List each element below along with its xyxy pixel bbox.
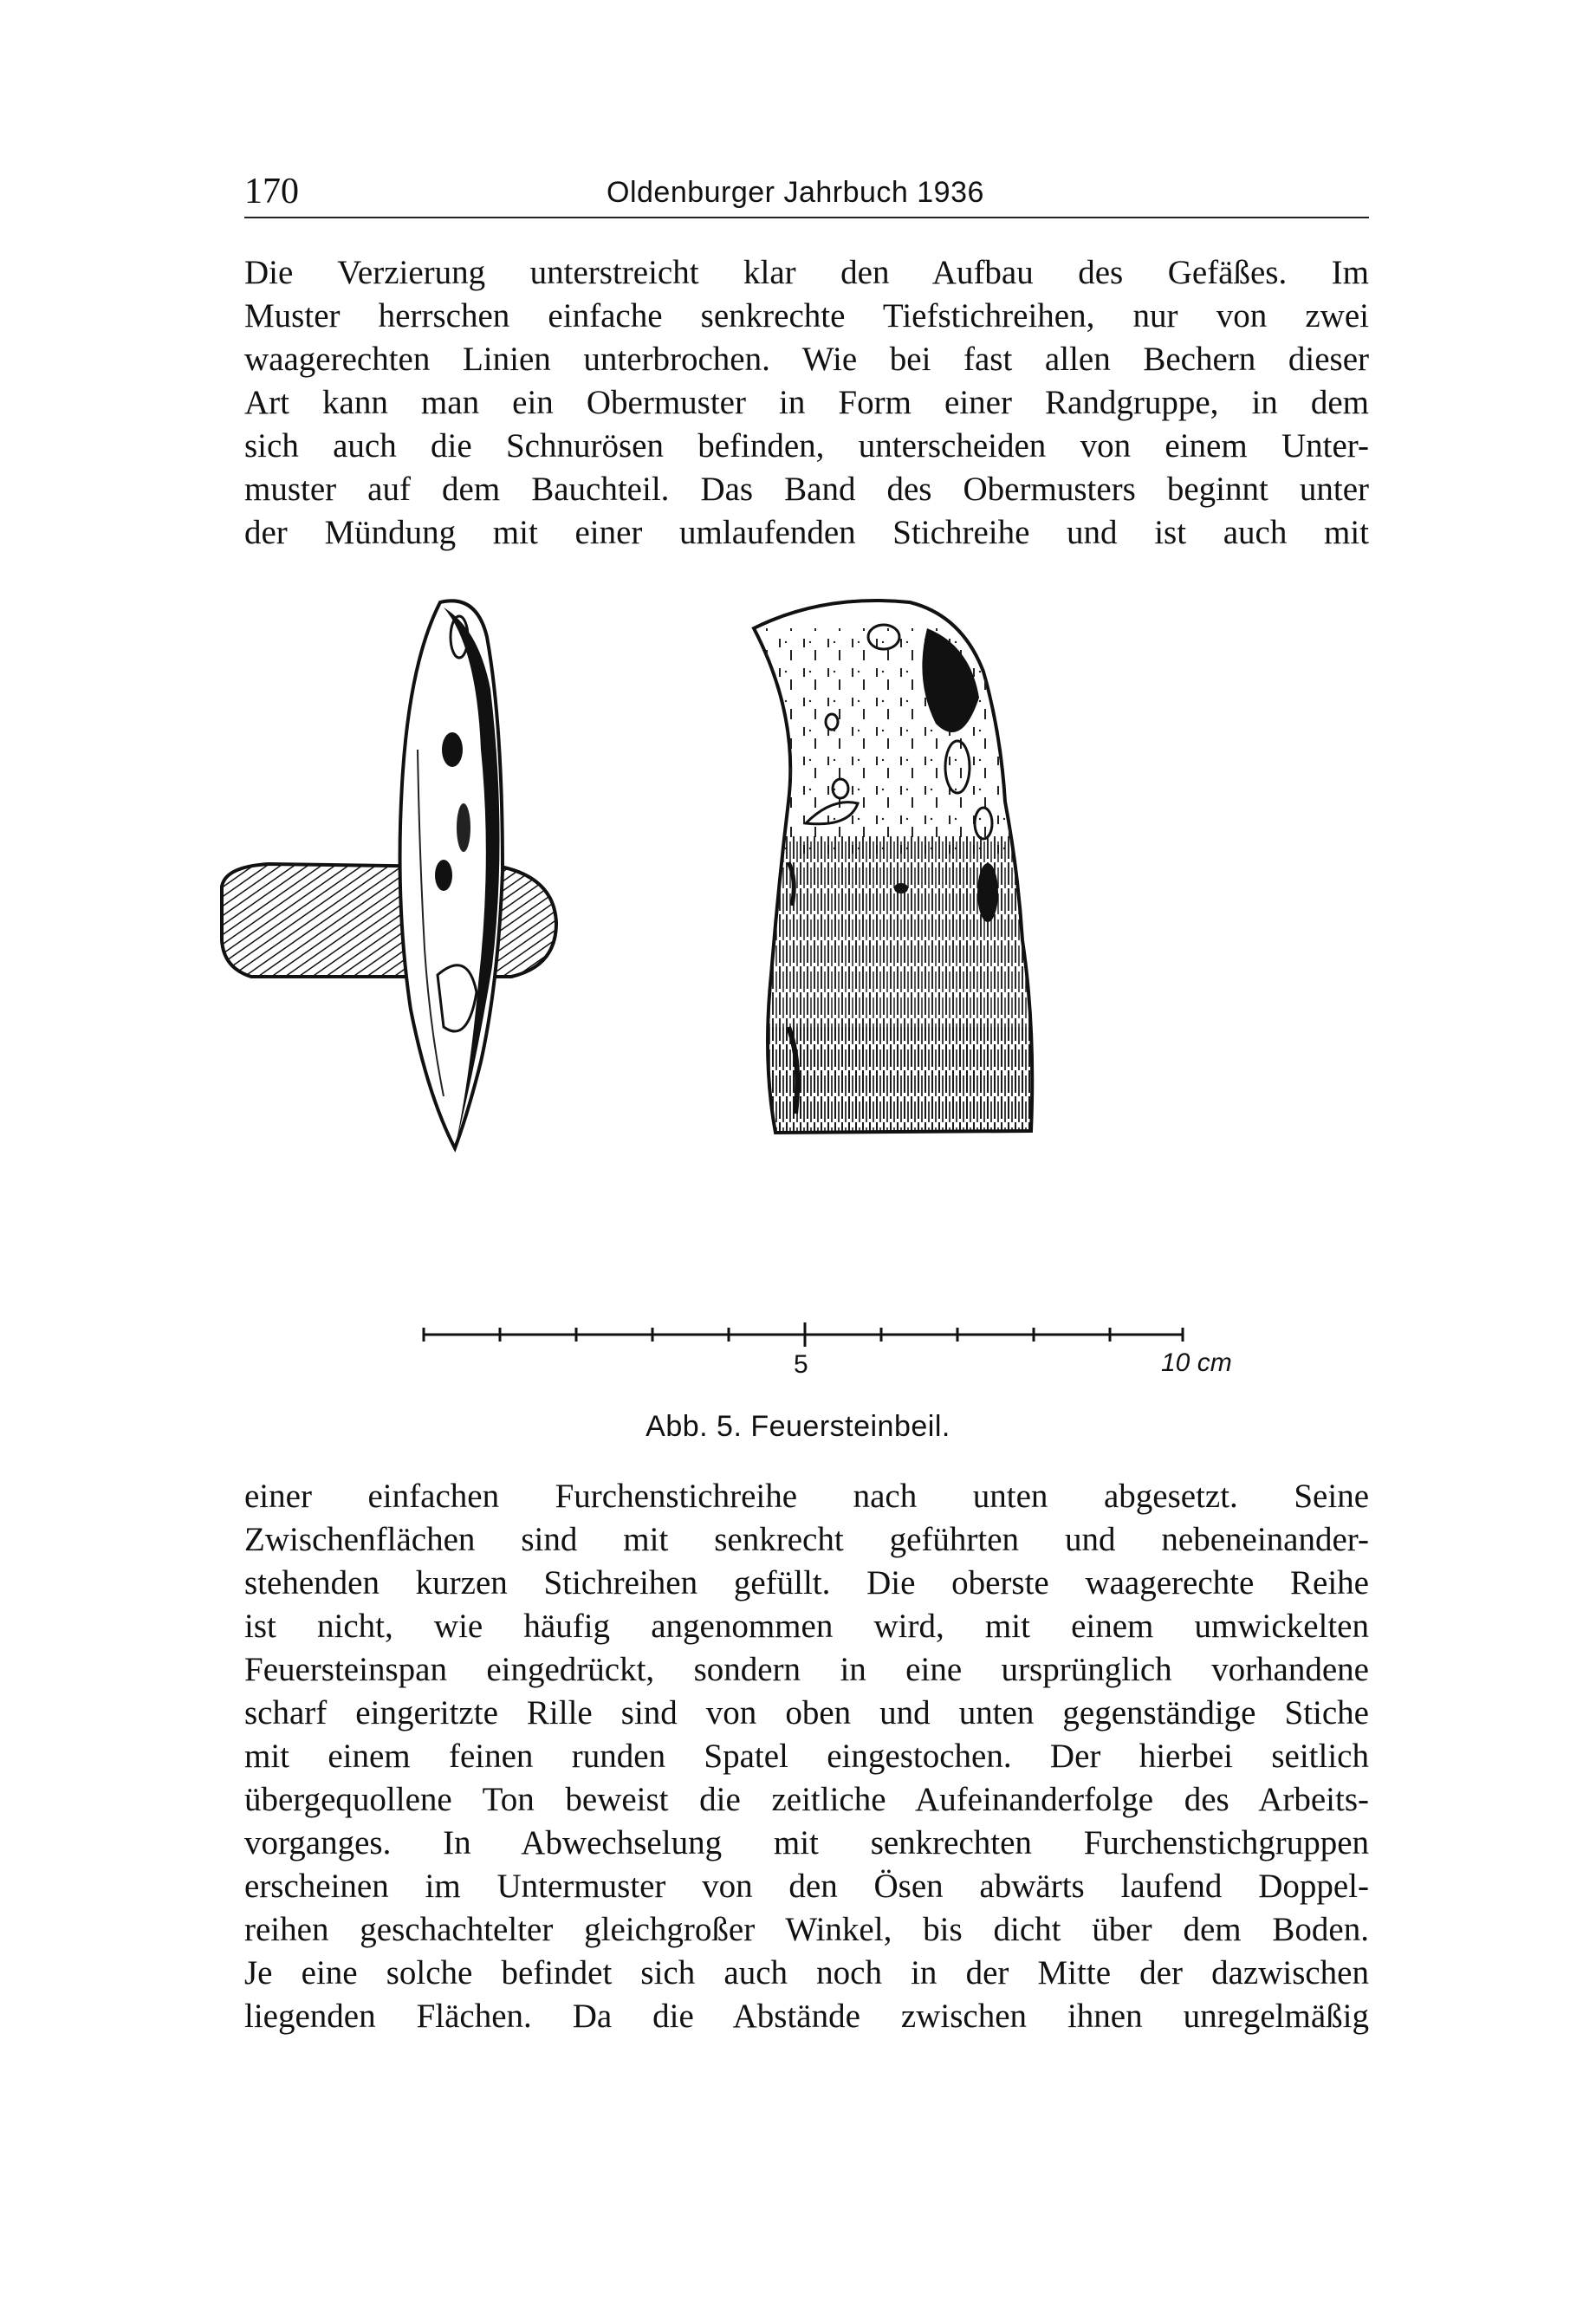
text-line: stehenden kurzen Stichreihen gefüllt. Die oberste waagerechte Reihe [244,1564,1369,1602]
text-line: einer einfachen Furchenstichreihe nach unten abgesetzt. Seine [244,1478,1369,1515]
text-block-top [244,251,1369,555]
text-line: sich auch die Schnurösen befinden, unterscheiden von einem Unter- [244,427,1369,465]
text-line: liegenden Flächen. Da die Abstände zwischen ihnen unregelmäßig [244,1998,1369,2035]
text-line: waagerechten Linien unterbrochen. Wie bei fast allen Bechern dieser [244,341,1369,378]
text-line: ist nicht, wie häufig angenommen wird, mit einem umwickelten [244,1608,1369,1645]
text-line: Zwischenflächen sind mit senkrecht geführten und nebeneinander- [244,1521,1369,1558]
text-line: reihen geschachtelter gleichgroßer Winkel, bis dicht über dem Boden. [244,1911,1369,1948]
text-line: Muster herrschen einfache senkrechte Tiefstichreihen, nur von zwei [244,297,1369,335]
front-view-drawing [736,601,1048,1148]
text-line: Die Verzierung unterstreicht klar den Aufbau des Gefäßes. Im [244,254,1369,291]
text-block-bottom [244,1475,1369,2038]
text-line: scharf eingeritzte Rille sind von oben und unten gegenständige Stiche [244,1694,1369,1732]
figure-caption: Abb. 5. Feuersteinbeil. [646,1410,950,1443]
text-line: muster auf dem Bauchteil. Das Band des Obermusters beginnt unter [244,471,1369,508]
text-line: Je eine solche befindet sich auch noch in der Mitte der dazwischen [244,1954,1369,1991]
scale-label-10: 10 cm [1161,1348,1232,1377]
text-line: der Mündung mit einer umlaufenden Stichreihe und ist auch mit [244,514,1369,551]
scale-label-5: 5 [794,1350,808,1379]
text-line: Art kann man ein Obermuster in Form einer Randgruppe, in dem [244,384,1369,421]
flint-axe-illustration [217,576,1378,1218]
text-line: übergequollene Ton beweist die zeitliche Aufeinanderfolge des Arbeits- [244,1781,1369,1818]
text-line: vorganges. In Abwechselung mit senkrechten Furchenstichgruppen [244,1824,1369,1861]
text-line: erscheinen im Untermuster von den Ösen abwärts laufend Doppel- [244,1868,1369,1905]
cross-section-drawing [222,864,556,977]
running-title: Oldenburger Jahrbuch 1936 [607,176,984,209]
page-number: 170 [244,172,299,211]
text-line: mit einem feinen runden Spatel eingestochen. Der hierbei seitlich [244,1738,1369,1775]
text-line: Feuersteinspan eingedrückt, sondern in eine ursprünglich vorhandene [244,1651,1369,1688]
side-view-drawing [400,601,503,1148]
header-rule [244,217,1369,218]
